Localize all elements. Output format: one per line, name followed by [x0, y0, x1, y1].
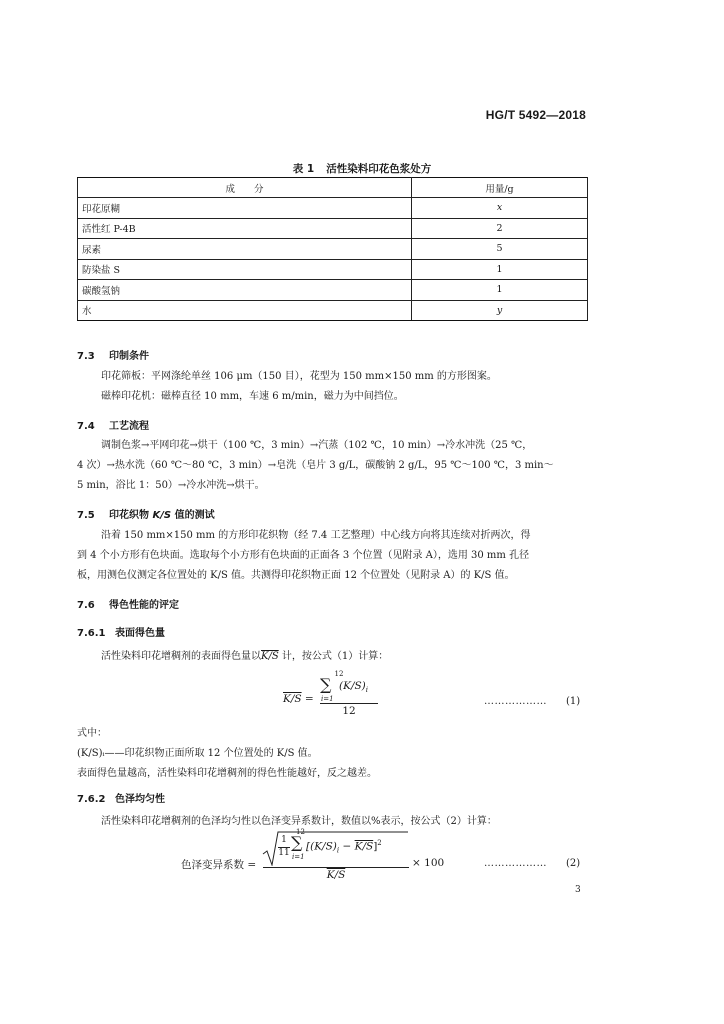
ks-mean-symbol: K/S — [261, 651, 279, 662]
paragraph-line: 调制色浆→平网印花→烘干（100 ℃，3 min）→汽蒸（102 ℃，10 min）→冷水冲洗（25 ℃， — [101, 440, 533, 451]
section-number: 7.5 — [77, 510, 95, 521]
paragraph-line: 印花筛板：平网涤纶单丝 106 μm（150 目），花型为 150 mm×150 mm 的方形图案。 — [101, 371, 497, 382]
where-label: 式中： — [77, 728, 107, 739]
sum-term — [306, 839, 382, 855]
table-row — [78, 280, 588, 301]
sigma-symbol: ∑ — [320, 675, 332, 694]
section-heading-7-6-2 — [77, 790, 165, 805]
leader-dots: ……………… — [484, 858, 547, 869]
fraction-one: 1 — [281, 835, 287, 845]
section-number: 7.4 — [77, 421, 95, 432]
table-row — [78, 218, 588, 239]
index-i: i — [336, 846, 340, 855]
section-title-tail: 值的测试 — [171, 510, 215, 521]
column-header-amount: 用量/g — [412, 178, 588, 198]
paragraph-line: 5 min，浴比 1：50）→冷水冲洗→烘干。 — [77, 480, 265, 491]
section-number: 7.6.2 — [77, 794, 106, 805]
component-amount: 1 — [412, 280, 588, 301]
symbol-definition: (K/S)ᵢ——印花织物正面所取 12 个位置处的 K/S 值。 — [77, 748, 318, 759]
section-heading-7-5 — [77, 506, 215, 521]
bracket-close: ] — [373, 840, 378, 853]
section-title: 得色性能的评定 — [109, 600, 179, 611]
paragraph-line: 到 4 个小方形有色块面。选取每个小方形有色块面的正面各 3 个位置（见附录 A），选用 30 mm 孔径 — [77, 550, 530, 561]
section-number: 7.6 — [77, 600, 95, 611]
square-exponent: 2 — [377, 839, 382, 847]
standard-number: HG/T 5492—2018 — [485, 108, 586, 122]
ks-term: [(K/S) — [306, 840, 337, 853]
table-row — [78, 259, 588, 280]
table-caption-number: 表 1 — [292, 163, 315, 175]
fraction-bar — [320, 703, 378, 704]
paragraph-line: 4 次）→热水洗（60 ℃～80 ℃，3 min）→皂洗（皂片 3 g/L，碳酸钠 2 g/L，95 ℃～100 ℃，3 min～ — [77, 460, 554, 471]
table-row — [78, 300, 588, 321]
section-heading-7-4 — [77, 417, 149, 432]
minus-sign: − — [339, 840, 355, 853]
component-amount: 5 — [412, 239, 588, 260]
component-amount: x — [412, 198, 588, 219]
ks-mean-symbol: K/S — [326, 869, 346, 881]
sum-upper-limit: 12 — [296, 828, 305, 836]
component-name: 碳酸氢钠 — [78, 280, 412, 301]
section-title: 印花织物 — [109, 510, 153, 521]
section-number: 7.6.1 — [77, 628, 106, 639]
component-amount: 1 — [412, 259, 588, 280]
sum-upper-limit: 12 — [334, 670, 344, 678]
section-title: 表面得色量 — [115, 628, 165, 639]
component-name: 印花原糊 — [78, 198, 412, 219]
ks-term: (K/S) — [339, 680, 366, 692]
index-i: i — [365, 686, 369, 695]
component-name: 活性红 P-4B — [78, 218, 412, 239]
formula-2-lhs: 色泽变异系数 = — [181, 859, 257, 871]
recipe-table — [77, 177, 588, 321]
component-name: 水 — [78, 300, 412, 321]
leader-dots: ……………… — [484, 696, 547, 707]
formula-1-lhs — [283, 693, 314, 705]
page-number: 3 — [575, 885, 581, 895]
table-caption — [0, 161, 724, 176]
section-heading-7-6-1 — [77, 624, 165, 639]
component-amount: 2 — [412, 218, 588, 239]
component-amount: y — [412, 300, 588, 321]
sum-lower-limit: i=1 — [321, 695, 334, 703]
text-run: 活性染料印花增稠剂的表面得色量以 — [101, 651, 261, 662]
table-caption-title: 活性染料印花色浆处方 — [326, 163, 432, 175]
equals-sign: = — [304, 693, 314, 705]
times-hundred: × 100 — [412, 857, 445, 869]
formula-1-denominator: 12 — [342, 705, 356, 717]
section-title: 印制条件 — [109, 351, 149, 362]
section-heading-7-3 — [77, 347, 149, 362]
paragraph-line — [101, 647, 388, 667]
formula-number-1: (1) — [566, 696, 581, 707]
component-name: 防染盐 S — [78, 259, 412, 280]
paragraph-line: 沿着 150 mm×150 mm 的方形印花织物（经 7.4 工艺整理）中心线方向将其连续对折两次，得 — [101, 530, 531, 541]
fraction-eleven: 11 — [278, 848, 290, 858]
section-title: 色泽均匀性 — [115, 794, 165, 805]
sum-term — [339, 680, 368, 694]
component-name: 尿素 — [78, 239, 412, 260]
column-header-component: 成 分 — [78, 178, 412, 198]
table-row — [78, 239, 588, 260]
sum-lower-limit: i=1 — [292, 853, 305, 861]
paragraph-line: 活性染料印花增稠剂的色泽均匀性以色泽变异系数计，数值以%表示，按公式（2）计算： — [101, 816, 497, 827]
section-number: 7.3 — [77, 351, 95, 362]
section-title: 工艺流程 — [109, 421, 149, 432]
paragraph-line: 磁棒印花机：磁棒直径 10 mm，车速 6 m/min，磁力为中间挡位。 — [101, 391, 404, 402]
ks-mean-symbol: K/S — [283, 693, 302, 705]
formula-2-denominator — [263, 869, 409, 881]
ks-mean-symbol: K/S — [354, 840, 374, 853]
section-heading-7-6 — [77, 596, 179, 611]
table-header-row — [78, 178, 588, 198]
formula-number-2: (2) — [566, 858, 581, 869]
text-run: 计，按公式（1）计算： — [278, 651, 389, 662]
paragraph-line: 板，用测色仪测定各位置处的 K/S 值。共测得印花织物正面 12 个位置处（见附录 A）的 K/S 值。 — [77, 570, 515, 581]
fraction-bar — [263, 867, 409, 868]
sigma-symbol: ∑ — [291, 833, 303, 852]
paragraph-line: 表面得色量越高，活性染料印花增稠剂的得色性能越好，反之越差。 — [77, 768, 377, 779]
ks-symbol: K/S — [152, 510, 172, 521]
table-row — [78, 198, 588, 219]
